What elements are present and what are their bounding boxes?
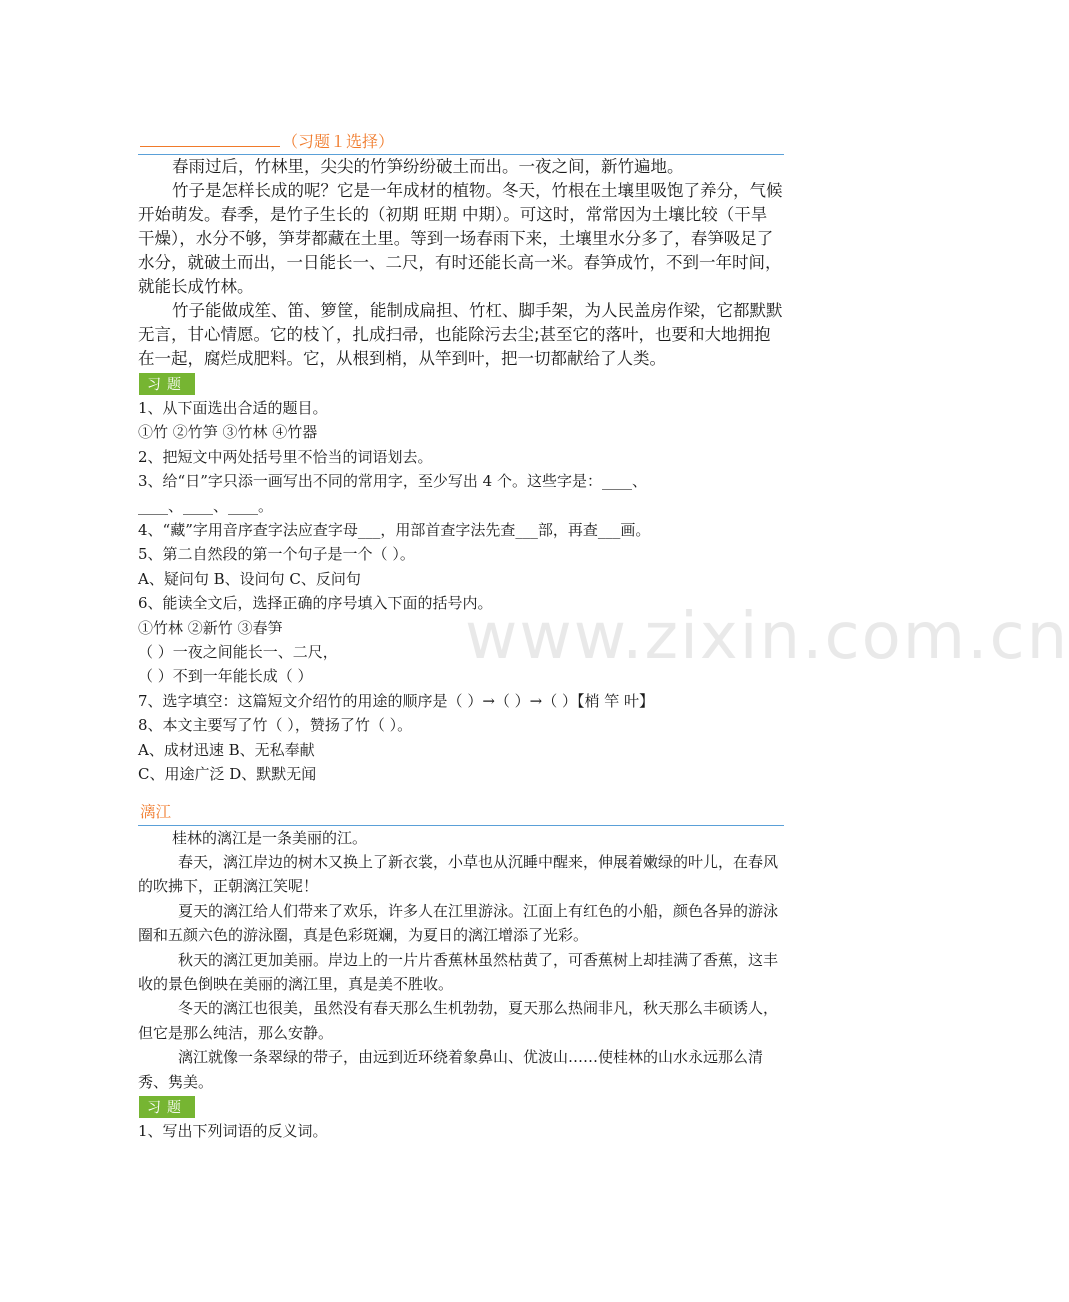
question-line: 2、把短文中两处括号里不恰当的词语划去。 xyxy=(138,447,433,466)
paragraph: 春雨过后，竹林里，尖尖的竹笋纷纷破土而出。一夜之间，新竹遍地。 xyxy=(172,157,684,176)
heading-blank-line xyxy=(140,132,280,147)
question-line: 8、本文主要写了竹（ ），赞扬了竹（ ）。 xyxy=(138,716,413,735)
question-line: ①竹 ②竹笋 ③竹林 ④竹器 xyxy=(138,423,318,442)
section2-questions xyxy=(138,1119,784,1143)
paragraph: 竹子是怎样长成的呢？它是一年成材的植物。冬天，竹根在土壤里吸饱了养分，气候开始萌发。春季，是竹子生长的（初期 旺期 中期）。可这时，常常因为土壤比较（干旱 干燥），水分不够，笋芽都藏在土里。等到一场春雨下来，土壤里水分多了，春笋吸足了水分，就破土而出，一日能长一、二尺，有时还能长高一米。春笋成竹，不到一年时间，就能长成竹林。 xyxy=(138,181,783,296)
question-line: A、成材迅速 B、无私奉献 xyxy=(138,740,315,759)
section2-title: 漓江 xyxy=(140,802,172,821)
question-line: 1、写出下列词语的反义词。 xyxy=(138,1121,328,1140)
question-line: 7、选字填空：这篇短文介绍竹的用途的顺序是（ ）→（ ）→（ ）【梢 竿 叶】 xyxy=(138,691,655,710)
question-line: C、用途广泛 D、默默无闻 xyxy=(138,765,317,784)
section2-header xyxy=(138,799,784,826)
question-line: 3、给“日”字只添一画写出不同的常用字，至少写出 4 个。这些字是：____、 xyxy=(138,472,647,491)
question-line: 6、能读全文后，选择正确的序号填入下面的括号内。 xyxy=(138,594,493,613)
paragraph: 竹子能做成笙、笛、箩筐，能制成扁担、竹杠、脚手架，为人民盖房作梁，它都默默无言，甘心情愿。它的枝丫，扎成扫帚，也能除污去尘;甚至它的落叶，也要和大地拥抱在一起，腐烂成肥料。它，从根到梢，从竿到叶，把一切都献给了人类。 xyxy=(138,301,783,368)
question-line: ____、____、____。 xyxy=(138,496,274,515)
exercise-tag: 习题 xyxy=(139,1096,195,1118)
section1-heading xyxy=(140,129,394,152)
paragraph: 桂林的漓江是一条美丽的江。 xyxy=(172,828,368,847)
document-page xyxy=(138,128,784,1143)
paragraph: 漓江就像一条翠绿的带子，由远到近环绕着象鼻山、优波山……使桂林的山水永远那么清秀、隽美。 xyxy=(138,1048,764,1091)
paragraph: 冬天的漓江也很美，虽然没有春天那么生机勃勃，夏天那么热闹非凡，秋天那么丰硕诱人，但它是那么纯洁，那么安静。 xyxy=(138,999,779,1042)
paragraph: 春天，漓江岸边的树木又换上了新衣裳，小草也从沉睡中醒来，伸展着嫩绿的叶儿，在春风的吹拂下，正朝漓江笑呢！ xyxy=(138,852,779,896)
paragraph: 夏天的漓江给人们带来了欢乐，许多人在江里游泳。江面上有红色的小船，颜色各异的游泳圈和五颜六色的游泳圈，真是色彩斑斓，为夏日的漓江增添了光彩。 xyxy=(138,901,779,945)
exercise-tag: 习题 xyxy=(139,373,195,395)
question-line: 4、“藏”字用音序查字法应查字母___，用部首查字法先查___部，再查___画。 xyxy=(138,521,651,540)
question-line: ①竹林 ②新竹 ③春笋 xyxy=(138,618,283,637)
question-line: （ ）不到一年能长成（ ） xyxy=(138,667,313,686)
section1-passage xyxy=(138,155,784,371)
paragraph: 秋天的漓江更加美丽。岸边上的一片片香蕉林虽然枯黄了，可香蕉树上却挂满了香蕉，这丰收的景色倒映在美丽的漓江里，真是美不胜收。 xyxy=(138,950,779,993)
section2-passage xyxy=(138,826,784,1094)
heading-text: （习题１选择） xyxy=(282,132,395,151)
question-line: （ ）一夜之间能长一、二尺， xyxy=(138,643,338,662)
question-line: 1、从下面选出合适的题目。 xyxy=(138,399,328,417)
section1-header xyxy=(138,128,784,155)
watermark: www.zixin.com.cn xyxy=(465,600,1069,674)
section1-questions xyxy=(138,396,784,787)
question-line: A、疑问句 B、设问句 C、反问句 xyxy=(138,569,361,588)
question-line: 5、第二自然段的第一个句子是一个（ ）。 xyxy=(138,545,415,564)
